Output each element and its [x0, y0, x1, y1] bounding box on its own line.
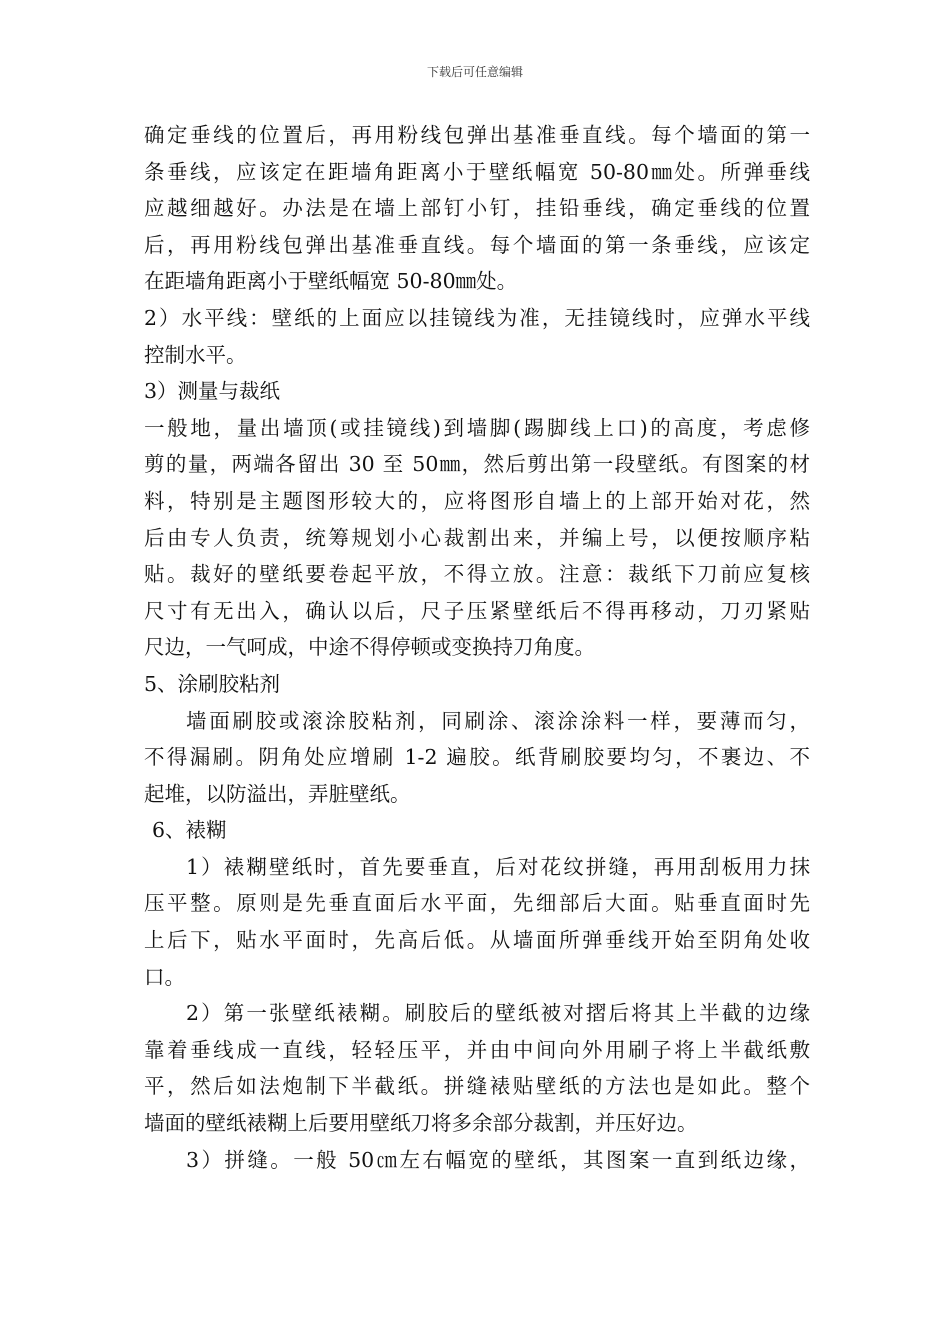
text-line: 2）水平线：壁纸的上面应以挂镜线为准，无挂镜线时，应弹水平线 — [144, 305, 810, 330]
text-line: 口。 — [144, 964, 185, 989]
text-line: 应越细越好。办法是在墙上部钉小钉，挂铅垂线，确定垂线的位置 — [144, 196, 810, 221]
text-line: 确定垂线的位置后，再用粉线包弹出基准垂直线。每个墙面的第一 — [144, 123, 810, 147]
page-header-note: 下载后可任意编辑 — [426, 65, 523, 79]
text-line: 料，特别是主题图形较大的，应将图形自墙上的上部开始对花，然 — [144, 488, 810, 513]
text-line: 3）测量与裁纸 — [144, 379, 281, 404]
text-line: 压平整。原则是先垂直面后水平面，先细部后大面。贴垂直面时先 — [144, 891, 810, 916]
text-line: 上后下，贴水平面时，先高后低。从墙面所弹垂线开始至阴角处收 — [144, 928, 810, 953]
text-line: 墙面的壁纸裱糊上后要用壁纸刀将多余部分裁割，并压好边。 — [144, 1111, 698, 1136]
text-line: 2）第一张壁纸裱糊。刷胶后的壁纸被对摺后将其上半截的边缘 — [186, 1001, 810, 1026]
text-line: 靠着垂线成一直线，轻轻压平，并由中间向外用刷子将上半截纸敷 — [144, 1037, 810, 1062]
text-line: 条垂线，应该定在距墙角距离小于壁纸幅宽 50-80㎜处。所弹垂线 — [144, 159, 810, 184]
text-line: 尺寸有无出入，确认以后，尺子压紧壁纸后不得再移动，刀刃紧贴 — [144, 598, 810, 623]
text-line: 平，然后如法炮制下半截纸。拼缝裱贴壁纸的方法也是如此。整个 — [144, 1074, 810, 1099]
text-line: 在距墙角距离小于壁纸幅宽 50-80㎜处。 — [144, 269, 518, 294]
text-line: 5、涂刷胶粘剂 — [144, 671, 281, 696]
text-line: 一般地，量出墙顶(或挂镜线)到墙脚(踢脚线上口)的高度，考虑修 — [144, 415, 810, 440]
text-line: 3）拼缝。一般 50㎝左右幅宽的壁纸，其图案一直到纸边缘， — [186, 1147, 810, 1172]
text-line: 贴。裁好的壁纸要卷起平放，不得立放。注意：裁纸下刀前应复核 — [144, 562, 810, 587]
text-line: 后由专人负责，统筹规划小心裁割出来，并编上号，以便按顺序粘 — [144, 525, 810, 550]
text-line: 控制水平。 — [144, 342, 247, 367]
text-line: 6、裱糊 — [152, 818, 227, 843]
text-line: 1）裱糊壁纸时，首先要垂直，后对花纹拼缝，再用刮板用力抹 — [186, 854, 810, 879]
text-line: 剪的量，两端各留出 30 至 50㎜，然后剪出第一段壁纸。有图案的材 — [144, 452, 810, 477]
document-body — [144, 117, 810, 1178]
text-line: 后，再用粉线包弹出基准垂直线。每个墙面的第一条垂线，应该定 — [144, 232, 810, 257]
text-line: 起堆，以防溢出，弄脏壁纸。 — [144, 781, 411, 806]
text-line: 不得漏刷。阴角处应增刷 1-2 遍胶。纸背刷胶要均匀，不裹边、不 — [144, 745, 810, 770]
text-line: 尺边，一气呵成，中途不得停顿或变换持刀角度。 — [144, 635, 595, 660]
text-line: 墙面刷胶或滚涂胶粘剂，同刷涂、滚涂涂料一样，要薄而匀， — [186, 708, 810, 733]
